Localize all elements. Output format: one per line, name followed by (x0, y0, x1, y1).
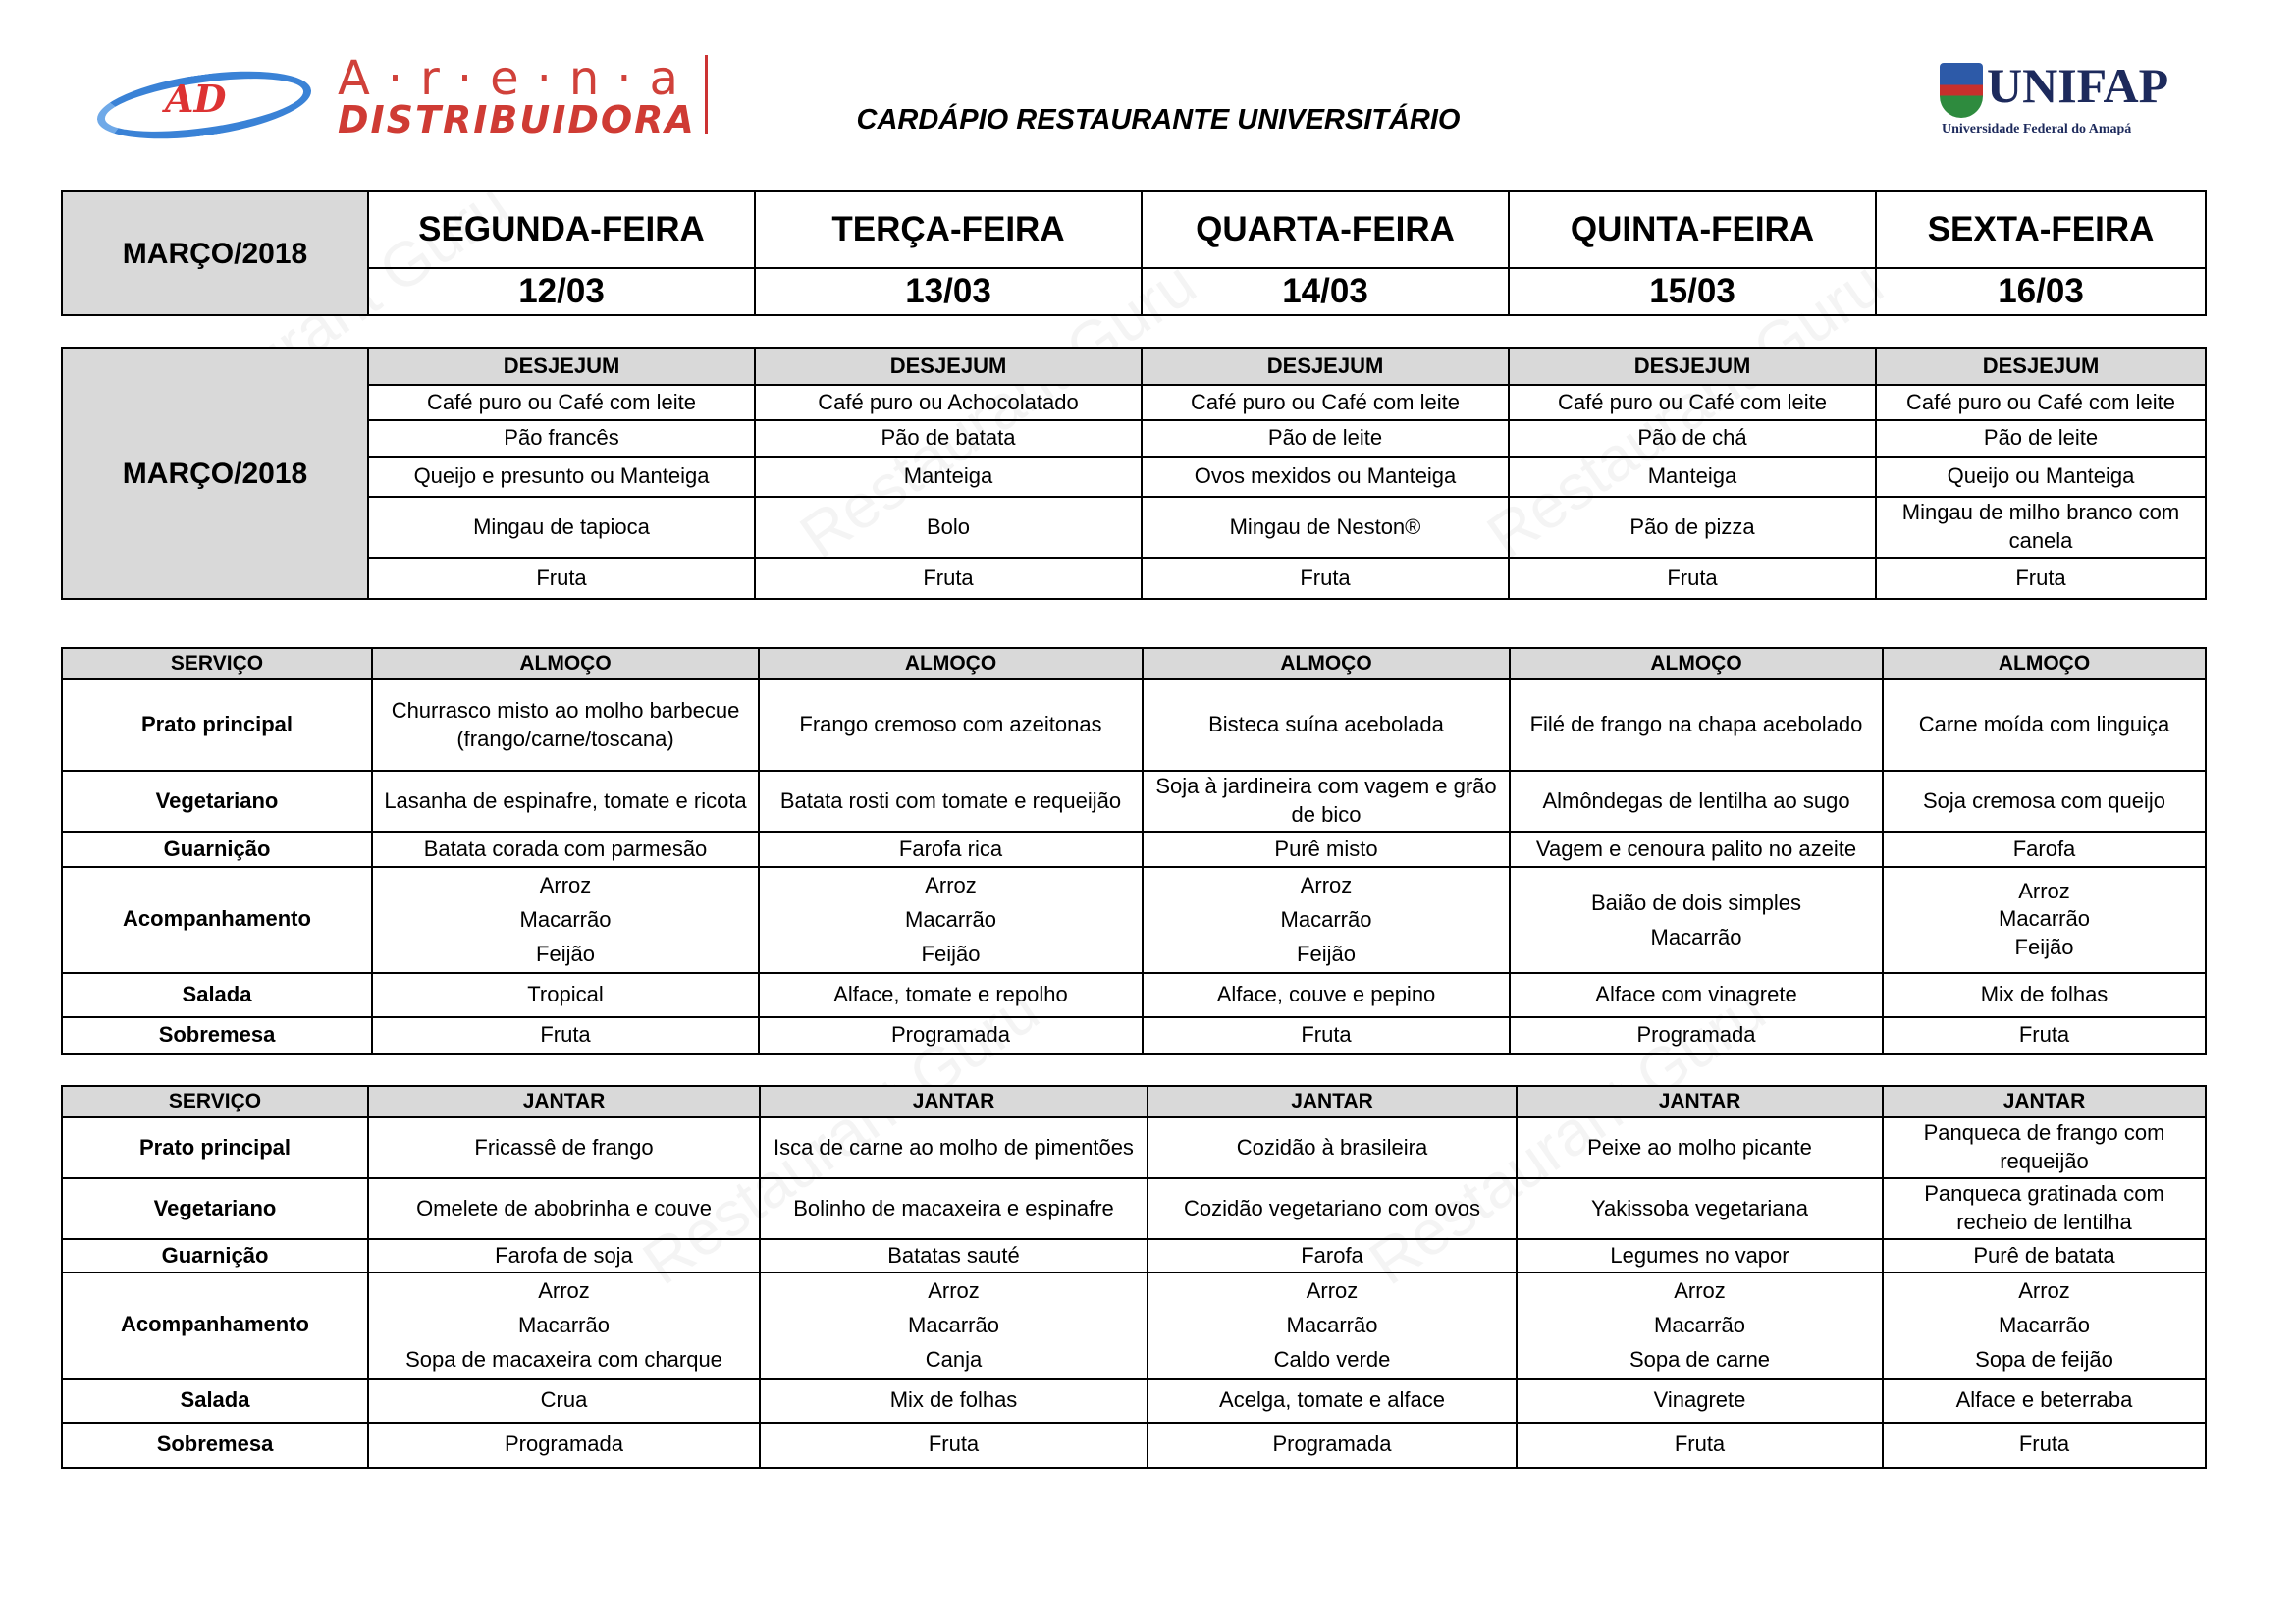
breakfast-heading: DESJEJUM (1876, 348, 2206, 385)
menu-cell: Filé de frango na chapa acebolado (1510, 679, 1883, 771)
menu-cell: Programada (1148, 1423, 1517, 1468)
page-title: CARDÁPIO RESTAURANTE UNIVERSITÁRIO (856, 104, 1461, 135)
menu-cell: Purê de batata (1883, 1239, 2206, 1272)
lunch-heading: ALMOÇO (1510, 648, 1883, 679)
menu-cell: Pão de chá (1509, 420, 1876, 457)
menu-cell: Alface e beterraba (1883, 1379, 2206, 1423)
logo-divider (705, 55, 708, 134)
lunch-heading: ALMOÇO (759, 648, 1143, 679)
menu-cell: Arroz Macarrão Sopa de feijão (1883, 1272, 2206, 1379)
menu-cell: Mingau de tapioca (368, 497, 755, 558)
menu-cell: Batata corada com parmesão (372, 832, 759, 867)
menu-cell: Farofa rica (759, 832, 1143, 867)
menu-cell: Queijo ou Manteiga (1876, 457, 2206, 497)
menu-cell: Manteiga (1509, 457, 1876, 497)
menu-cell: Alface, couve e pepino (1143, 973, 1510, 1017)
menu-cell: Programada (368, 1423, 760, 1468)
menu-cell: Bolo (755, 497, 1142, 558)
menu-cell: Café puro ou Café com leite (1876, 385, 2206, 420)
menu-cell: Yakissoba vegetariana (1517, 1178, 1883, 1239)
menu-cell: Lasanha de espinafre, tomate e ricota (372, 771, 759, 832)
menu-cell: Pão de pizza (1509, 497, 1876, 558)
menu-cell: Café puro ou Café com leite (1142, 385, 1509, 420)
menu-cell: Alface, tomate e repolho (759, 973, 1143, 1017)
menu-cell: Fruta (372, 1017, 759, 1054)
arena-distribuidora-logo (96, 51, 715, 143)
row-label: Vegetariano (62, 1178, 368, 1239)
dinner-heading: JANTAR (368, 1086, 760, 1117)
day-name: QUARTA-FEIRA (1142, 191, 1509, 268)
menu-cell: Farofa de soja (368, 1239, 760, 1272)
breakfast-heading: DESJEJUM (755, 348, 1142, 385)
menu-cell: Pão francês (368, 420, 755, 457)
menu-cell: Fruta (1883, 1423, 2206, 1468)
lunch-table (61, 647, 2207, 1055)
month-label: MARÇO/2018 (62, 348, 368, 599)
menu-cell: Arroz Macarrão Feijão (1883, 867, 2206, 973)
menu-cell: Fruta (1142, 558, 1509, 599)
menu-cell: Pão de leite (1142, 420, 1509, 457)
row-label: Salada (62, 973, 372, 1017)
menu-cell: Tropical (372, 973, 759, 1017)
dinner-heading: JANTAR (760, 1086, 1148, 1117)
menu-cell: Batatas sauté (760, 1239, 1148, 1272)
menu-cell: Pão de batata (755, 420, 1142, 457)
menu-cell: Arroz Macarrão Feijão (759, 867, 1143, 973)
menu-cell: Panqueca gratinada com recheio de lentilha (1883, 1178, 2206, 1239)
menu-cell: Vagem e cenoura palito no azeite (1510, 832, 1883, 867)
menu-cell: Omelete de abobrinha e couve (368, 1178, 760, 1239)
day-date: 16/03 (1876, 268, 2206, 315)
dinner-heading: JANTAR (1883, 1086, 2206, 1117)
day-date: 15/03 (1509, 268, 1876, 315)
logo-arena-text: A·r·e·n·a (338, 51, 696, 106)
menu-cell: Arroz Macarrão Sopa de macaxeira com charque (368, 1272, 760, 1379)
menu-cell: Almôndegas de lentilha ao sugo (1510, 771, 1883, 832)
menu-cell: Churrasco misto ao molho barbecue (frango/carne/toscana) (372, 679, 759, 771)
unifap-logo (1940, 57, 2195, 145)
menu-cell: Café puro ou Café com leite (368, 385, 755, 420)
menu-cell: Mix de folhas (1883, 973, 2206, 1017)
menu-cell: Bisteca suína acebolada (1143, 679, 1510, 771)
row-label: Acompanhamento (62, 1272, 368, 1379)
row-label: Salada (62, 1379, 368, 1423)
breakfast-heading: DESJEJUM (1142, 348, 1509, 385)
day-date: 12/03 (368, 268, 755, 315)
lunch-heading: ALMOÇO (1143, 648, 1510, 679)
dinner-table (61, 1085, 2207, 1469)
day-name: TERÇA-FEIRA (755, 191, 1142, 268)
menu-cell: Frango cremoso com azeitonas (759, 679, 1143, 771)
menu-cell: Fruta (368, 558, 755, 599)
menu-cell: Mix de folhas (760, 1379, 1148, 1423)
menu-cell: Fruta (760, 1423, 1148, 1468)
menu-cell: Café puro ou Achocolatado (755, 385, 1142, 420)
dinner-heading: JANTAR (1517, 1086, 1883, 1117)
month-label: MARÇO/2018 (62, 191, 368, 315)
day-date: 14/03 (1142, 268, 1509, 315)
menu-cell: Fruta (1143, 1017, 1510, 1054)
breakfast-heading: DESJEJUM (368, 348, 755, 385)
menu-cell: Isca de carne ao molho de pimentões (760, 1117, 1148, 1178)
menu-cell: Programada (1510, 1017, 1883, 1054)
menu-cell: Baião de dois simples Macarrão (1510, 867, 1883, 973)
menu-cell: Soja à jardineira com vagem e grão de bico (1143, 771, 1510, 832)
row-label: Guarnição (62, 1239, 368, 1272)
menu-cell: Fruta (1883, 1017, 2206, 1054)
menu-cell: Pão de leite (1876, 420, 2206, 457)
menu-cell: Fruta (1517, 1423, 1883, 1468)
menu-cell: Vinagrete (1517, 1379, 1883, 1423)
breakfast-table (61, 347, 2207, 600)
menu-cell: Mingau de milho branco com canela (1876, 497, 2206, 558)
days-header-table (61, 190, 2207, 316)
menu-cell: Fricassê de frango (368, 1117, 760, 1178)
menu-cell: Arroz Macarrão Caldo verde (1148, 1272, 1517, 1379)
row-label: Sobremesa (62, 1423, 368, 1468)
menu-cell: Acelga, tomate e alface (1148, 1379, 1517, 1423)
row-label: Prato principal (62, 1117, 368, 1178)
menu-cell: Queijo e presunto ou Manteiga (368, 457, 755, 497)
row-label: Guarnição (62, 832, 372, 867)
menu-cell: Arroz Macarrão Canja (760, 1272, 1148, 1379)
menu-cell: Soja cremosa com queijo (1883, 771, 2206, 832)
menu-cell: Arroz Macarrão Sopa de carne (1517, 1272, 1883, 1379)
unifap-subtitle: Universidade Federal do Amapá (1942, 122, 2132, 136)
menu-cell: Mingau de Neston® (1142, 497, 1509, 558)
lunch-heading: ALMOÇO (1883, 648, 2206, 679)
menu-cell: Fruta (755, 558, 1142, 599)
service-heading: SERVIÇO (62, 648, 372, 679)
menu-cell: Cozidão à brasileira (1148, 1117, 1517, 1178)
menu-cell: Arroz Macarrão Feijão (1143, 867, 1510, 973)
logo-distribuidora-text: DISTRIBUIDORA (338, 98, 696, 141)
menu-cell: Fruta (1509, 558, 1876, 599)
day-name: QUINTA-FEIRA (1509, 191, 1876, 268)
menu-cell: Farofa (1148, 1239, 1517, 1272)
menu-cell: Crua (368, 1379, 760, 1423)
breakfast-heading: DESJEJUM (1509, 348, 1876, 385)
menu-cell: Peixe ao molho picante (1517, 1117, 1883, 1178)
service-heading: SERVIÇO (62, 1086, 368, 1117)
menu-cell: Programada (759, 1017, 1143, 1054)
dinner-heading: JANTAR (1148, 1086, 1517, 1117)
day-name: SEXTA-FEIRA (1876, 191, 2206, 268)
menu-cell: Legumes no vapor (1517, 1239, 1883, 1272)
crest-icon (1940, 63, 1983, 118)
menu-cell: Cozidão vegetariano com ovos (1148, 1178, 1517, 1239)
row-label: Vegetariano (62, 771, 372, 832)
menu-cell: Batata rosti com tomate e requeijão (759, 771, 1143, 832)
menu-cell: Panqueca de frango com requeijão (1883, 1117, 2206, 1178)
menu-cell: Alface com vinagrete (1510, 973, 1883, 1017)
menu-cell: Ovos mexidos ou Manteiga (1142, 457, 1509, 497)
menu-cell: Arroz Macarrão Feijão (372, 867, 759, 973)
menu-cell: Farofa (1883, 832, 2206, 867)
day-date: 13/03 (755, 268, 1142, 315)
menu-cell: Fruta (1876, 558, 2206, 599)
row-label: Prato principal (62, 679, 372, 771)
menu-cell: Bolinho de macaxeira e espinafre (760, 1178, 1148, 1239)
menu-cell: Manteiga (755, 457, 1142, 497)
lunch-heading: ALMOÇO (372, 648, 759, 679)
day-name: SEGUNDA-FEIRA (368, 191, 755, 268)
menu-cell: Carne moída com linguiça (1883, 679, 2206, 771)
unifap-name: UNIFAP (1987, 58, 2169, 113)
menu-cell: Café puro ou Café com leite (1509, 385, 1876, 420)
logo-monogram: AD (165, 77, 227, 121)
row-label: Acompanhamento (62, 867, 372, 973)
row-label: Sobremesa (62, 1017, 372, 1054)
menu-cell: Purê misto (1143, 832, 1510, 867)
